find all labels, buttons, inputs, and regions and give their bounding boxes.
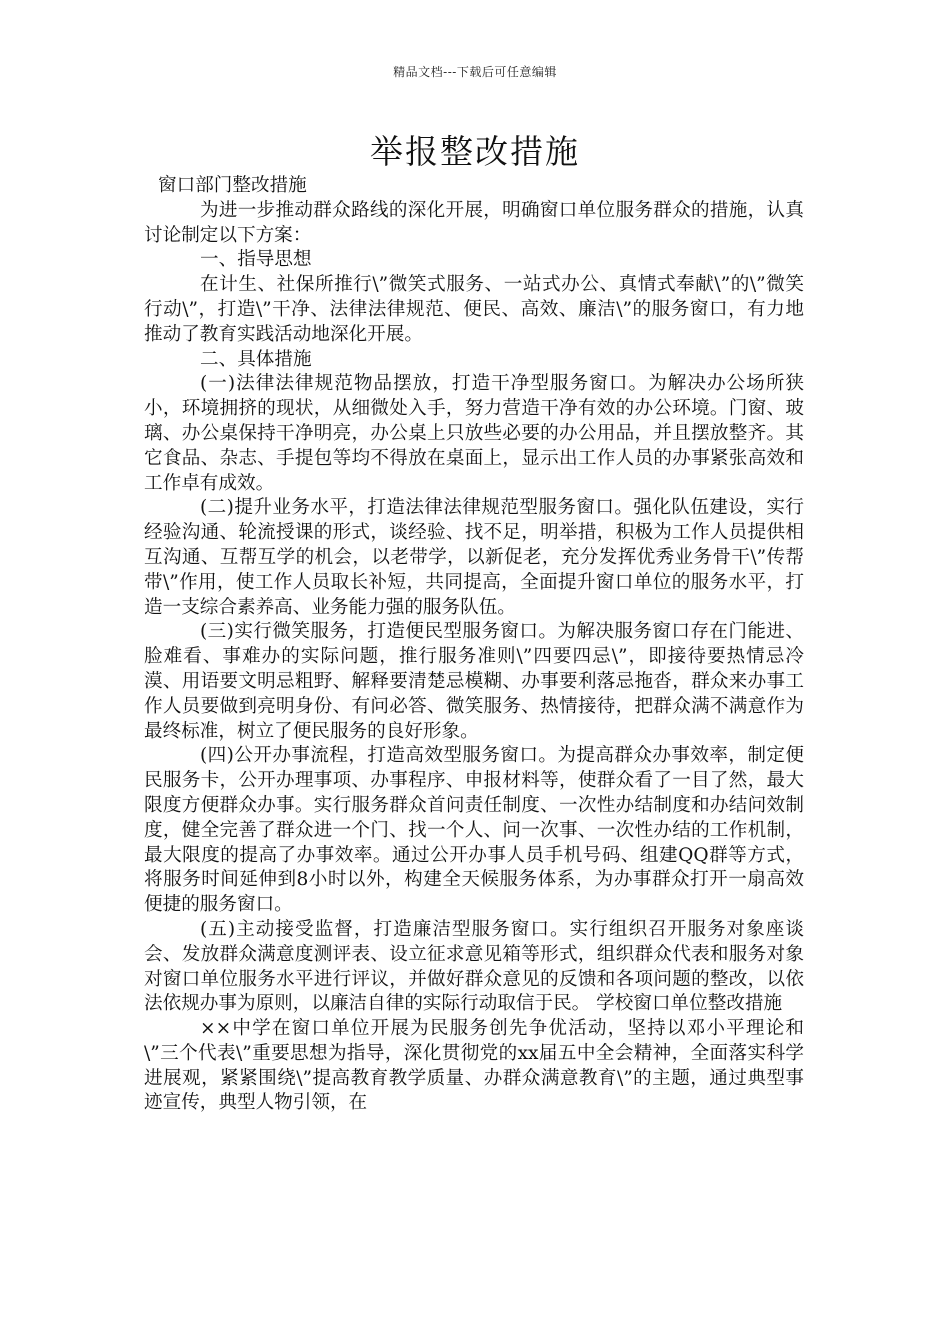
- body-paragraph: (五)主动接受监督，打造廉洁型服务窗口。实行组织召开服务对象座谈会、发放群众满意度测评表、设立征求意见箱等形式，组织群众代表和服务对象对窗口单位服务水平进行评议，并做好群众意见的反馈和各项问题的整改，以依法依规办事为原则，以廉洁自律的实际行动取信于民。 学校窗口单位整改措施: [144, 918, 804, 1015]
- body-paragraph: (四)公开办事流程，打造高效型服务窗口。为提高群众办事效率，制定便民服务卡，公开办理事项、办事程序、申报材料等，使群众看了一目了然，最大限度方便群众办事。实行服务群众首问责任制度、一次性办结制度和办结问效制度，健全完善了群众进一个门、找一个人、问一次事、一次性办结的工作机制，最大限度的提高了办事效率。通过公开办事人员手机号码、组建QQ群等方式，将服务时间延伸到8小时以外，构建全天候服务体系，为办事群众打开一扇高效便捷的服务窗口。: [144, 745, 804, 916]
- body-paragraph: 二、具体措施: [200, 348, 312, 370]
- body-paragraph: 在计生、社保所推行\”微笑式服务、一站式办公、真情式奉献\”的\”微笑行动\”，打造\”干净、法律法律规范、便民、高效、廉洁\”的服务窗口，有力地推动了教育实践活动地深化开展。: [144, 274, 804, 345]
- body-paragraph: 窗口部门整改措施: [158, 175, 307, 196]
- body-paragraph: 一、指导思想: [200, 249, 312, 271]
- body-paragraph: ××中学在窗口单位开展为民服务创先争优活动，坚持以邓小平理论和\”三个代表\”重要思想为指导，深化贯彻党的xx届五中全会精神，全面落实科学进展观，紧紧围绕\”提高教育教学质量、办群众满意教育\”的主题，通过典型事迹宣传，典型人物引领，在: [144, 1018, 804, 1114]
- body-paragraph: (二)提升业务水平，打造法律法律规范型服务窗口。强化队伍建设，实行经验沟通、轮流授课的形式，谈经验、找不足，明举措，积极为工作人员提供相互沟通、互帮互学的机会，以老带学，以新促老，充分发挥优秀业务骨干\”传帮带\”作用，使工作人员取长补短，共同提高，全面提升窗口单位的服务水平，打造一支综合素养高、业务能力强的服务队伍。: [144, 497, 804, 618]
- page-header-note: 精品文档---下载后可任意编辑: [393, 65, 557, 79]
- body-paragraph: (三)实行微笑服务，打造便民型服务窗口。为解决服务窗口存在门能进、脸难看、事难办的实际问题，推行服务准则\”四要四忌\”，即接待要热情忌冷漠、用语要文明忌粗野、解释要清楚忌模糊、办事要利落忌拖沓，群众来办事工作人员要做到亮明身份、有问必答、微笑服务、热情接待，把群众满不满意作为最终标准，树立了便民服务的良好形象。: [144, 621, 804, 742]
- document-title: 举报整改措施: [370, 132, 580, 171]
- body-paragraph: (一)法律法律规范物品摆放，打造干净型服务窗口。为解决办公场所狭小，环境拥挤的现状，从细微处入手，努力营造干净有效的办公环境。门窗、玻璃、办公桌保持干净明亮，办公桌上只放些必要的办公用品，并且摆放整齐。其它食品、杂志、手提包等均不得放在桌面上，显示出工作人员的办事紧张高效和工作卓有成效。: [144, 373, 804, 494]
- body-paragraph: 为进一步推动群众路线的深化开展，明确窗口单位服务群众的措施，认真讨论制定以下方案：: [144, 199, 804, 246]
- document-body: [144, 174, 804, 1116]
